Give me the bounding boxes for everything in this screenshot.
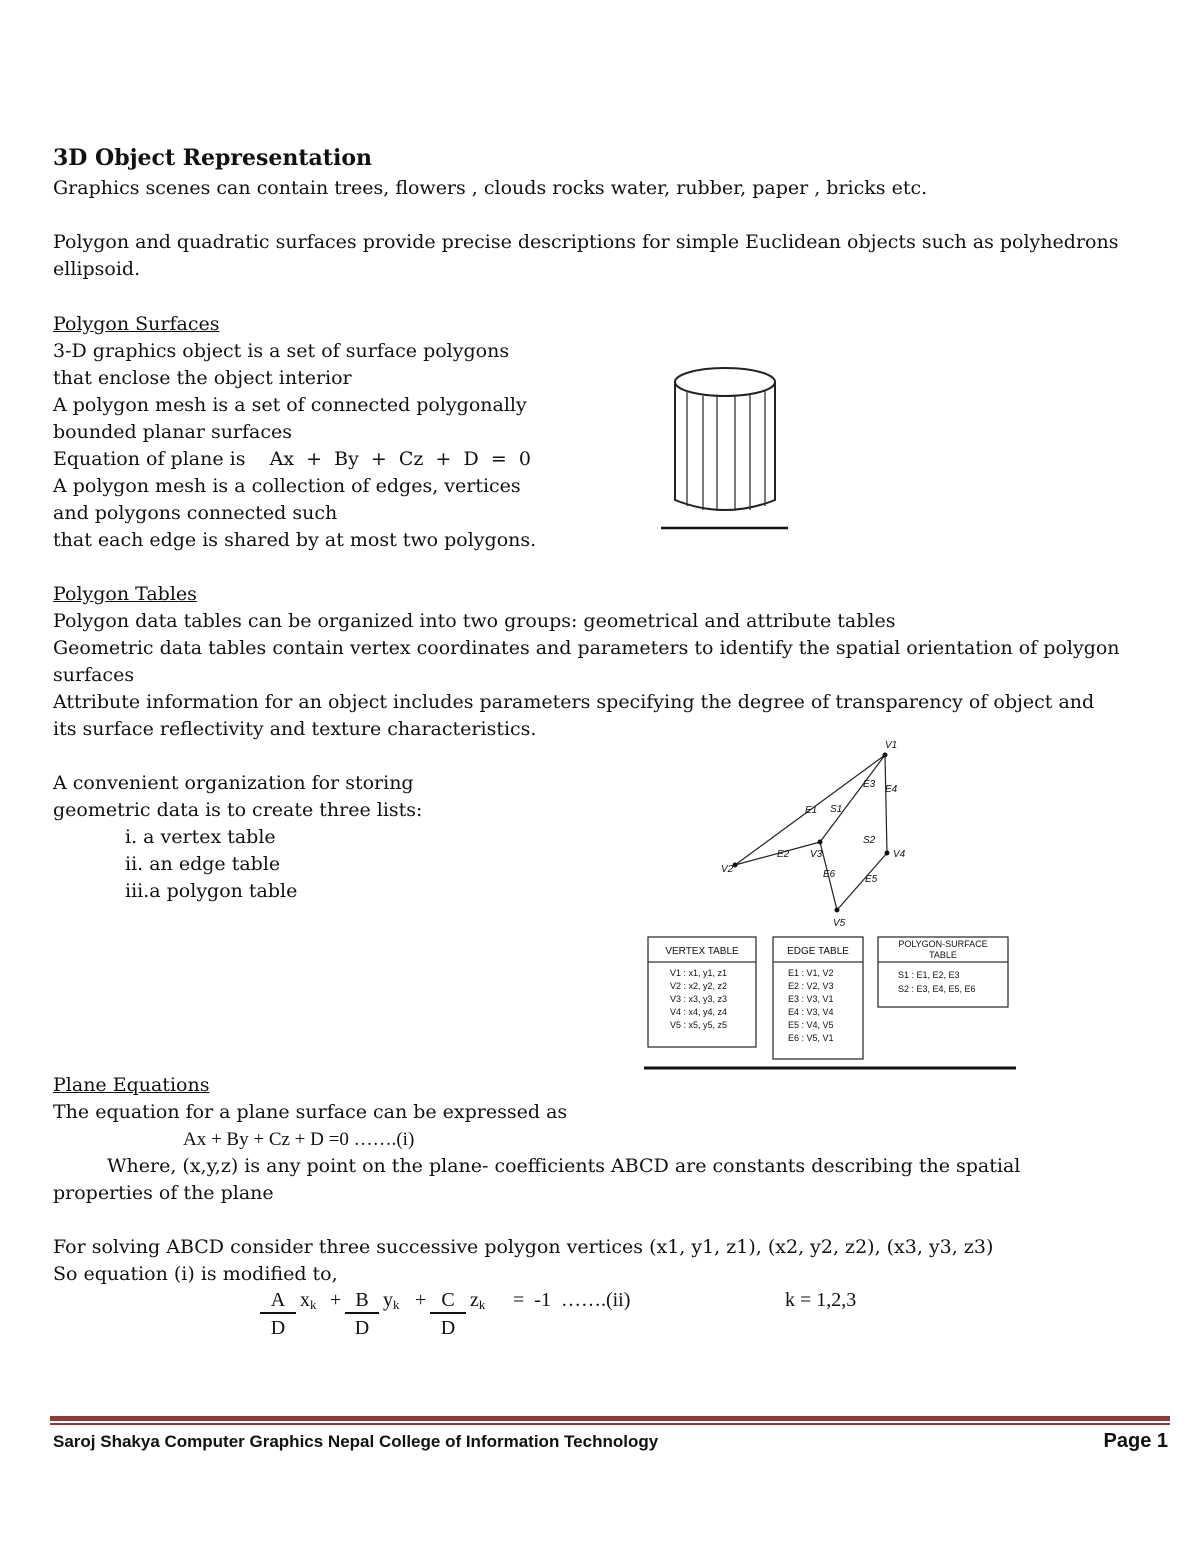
page-number: Page 1 — [1103, 1430, 1168, 1452]
polygon-data-tables-figure — [640, 932, 1025, 1072]
vertex-row: V2 : x2, y2, z2 — [670, 981, 728, 991]
k-range: k = 1,2,3 — [785, 1289, 857, 1311]
edge-row: E5 : V4, V5 — [788, 1020, 834, 1030]
ps-line: A polygon mesh is a set of connected polygonally — [53, 394, 527, 416]
polygon-mesh-diagram — [715, 735, 915, 930]
organization-line: geometric data is to create three lists: — [53, 799, 423, 821]
plane-equations-heading: Plane Equations — [53, 1074, 210, 1096]
pt-line: its surface reflectivity and texture characteristics. — [53, 718, 537, 740]
label-v5: V5 — [833, 918, 846, 929]
term-z: $z_k$ — [470, 1289, 486, 1312]
fraction-a-numerator: A — [260, 1288, 296, 1314]
edge-row: E6 : V5, V1 — [788, 1033, 834, 1043]
fraction-b-denominator: D — [354, 1317, 370, 1339]
vertex-v5 — [835, 908, 840, 913]
vertex-row: V1 : x1, y1, z1 — [670, 968, 728, 978]
plane-equation-1: Ax + By + Cz + D =0 …….(i) — [183, 1129, 415, 1150]
pt-line: Geometric data tables contain vertex coordinates and parameters to identify the spatial orientation of polygon — [53, 637, 1120, 659]
label-e6: E6 — [823, 869, 836, 880]
plane-equation-2 — [255, 1288, 895, 1346]
pe-line: The equation for a plane surface can be expressed as — [53, 1101, 568, 1123]
label-e5: E5 — [865, 874, 878, 885]
fraction-a-denominator: D — [270, 1317, 286, 1339]
polygon-tables-heading: Polygon Tables — [53, 583, 197, 605]
label-e2: E2 — [777, 849, 790, 860]
vertex-v4 — [885, 851, 890, 856]
pe-line: For solving ABCD consider three successive polygon vertices (x1, y1, z1), (x2, y2, z2), (x3, y3, z3) — [53, 1236, 994, 1258]
vertex-v2 — [733, 863, 738, 868]
fraction-b-numerator: B — [345, 1288, 379, 1314]
edge-row: E3 : V3, V1 — [788, 994, 834, 1004]
polygon-surfaces-heading: Polygon Surfaces — [53, 313, 220, 335]
label-e1: E1 — [805, 805, 818, 816]
pt-line: Polygon data tables can be organized into two groups: geometrical and attribute tables — [53, 610, 896, 632]
list-item-vertex-table: i. a vertex table — [125, 826, 276, 848]
fraction-c-denominator: D — [440, 1317, 456, 1339]
label-v1: V1 — [885, 740, 898, 751]
footer-divider-thin — [50, 1423, 1170, 1425]
pt-line: surfaces — [53, 664, 135, 686]
term-x: $x_k$ — [300, 1289, 317, 1312]
pe-line: properties of the plane — [53, 1182, 274, 1204]
edge-table-title: EDGE TABLE — [787, 946, 849, 957]
equation-rhs: = -1 …….(ii) — [513, 1289, 631, 1311]
intro-line-3: ellipsoid. — [53, 258, 141, 280]
label-e3: E3 — [863, 779, 876, 790]
edge-e3 — [820, 755, 885, 842]
pt-line: Attribute information for an object includes parameters specifying the degree of transparency of object and — [53, 691, 1095, 713]
surface-row: S1 : E1, E2, E3 — [898, 970, 960, 980]
label-s2: S2 — [863, 835, 876, 846]
edge-row: E4 : V3, V4 — [788, 1007, 834, 1017]
ps-line: that enclose the object interior — [53, 367, 352, 389]
vertex-row: V5 : x5, y5, z5 — [670, 1020, 728, 1030]
intro-line-2: Polygon and quadratic surfaces provide precise descriptions for simple Euclidean objects such as polyhedrons — [53, 231, 1119, 253]
edge-row: E2 : V2, V3 — [788, 981, 834, 991]
vertex-v3 — [818, 840, 823, 845]
vertex-row: V3 : x3, y3, z3 — [670, 994, 728, 1004]
label-s1: S1 — [830, 804, 843, 815]
pe-line: Where, (x,y,z) is any point on the plane- coefficients ABCD are constants describing the spatial — [107, 1155, 1021, 1177]
vertex-table-title: VERTEX TABLE — [665, 946, 739, 957]
vertex-v1 — [883, 753, 888, 758]
label-e4: E4 — [885, 784, 898, 795]
ps-line: A polygon mesh is a collection of edges, vertices — [53, 475, 521, 497]
ps-line: 3-D graphics object is a set of surface polygons — [53, 340, 510, 362]
intro-line-1: Graphics scenes can contain trees, flowers , clouds rocks water, rubber, paper , bricks etc. — [53, 177, 928, 199]
page-title: 3D Object Representation — [53, 145, 372, 171]
edge-e5 — [837, 853, 887, 910]
ps-line: that each edge is shared by at most two polygons. — [53, 529, 537, 551]
surface-row: S2 : E3, E4, E5, E6 — [898, 984, 976, 994]
edge-row: E1 : V1, V2 — [788, 968, 834, 978]
surface-table-title-1: POLYGON-SURFACE — [898, 939, 988, 949]
list-item-polygon-table: iii.a polygon table — [125, 880, 298, 902]
ps-line: and polygons connected such — [53, 502, 338, 524]
term-y: $y_k$ — [383, 1289, 400, 1312]
label-v2: V2 — [721, 864, 734, 875]
pe-line: So equation (i) is modified to, — [53, 1263, 338, 1285]
organization-line: A convenient organization for storing — [53, 772, 414, 794]
list-item-edge-table: ii. an edge table — [125, 853, 281, 875]
label-v4: V4 — [893, 849, 906, 860]
plane-equation-line: Equation of plane is Ax + By + Cz + D = 0 — [53, 448, 531, 470]
ps-line: bounded planar surfaces — [53, 421, 293, 443]
footer-divider — [50, 1416, 1170, 1421]
vertex-row: V4 : x4, y4, z4 — [670, 1007, 728, 1017]
surface-table-title-2: TABLE — [929, 950, 957, 960]
fraction-c-numerator: C — [430, 1288, 466, 1314]
label-v3: V3 — [810, 849, 823, 860]
edge-e4 — [885, 755, 887, 853]
cylinder-mesh-figure — [655, 360, 795, 535]
plus-sign: + — [415, 1289, 427, 1311]
plus-sign: + — [330, 1289, 342, 1311]
footer-author: Saroj Shakya Computer Graphics Nepal College of Information Technology — [53, 1432, 659, 1451]
